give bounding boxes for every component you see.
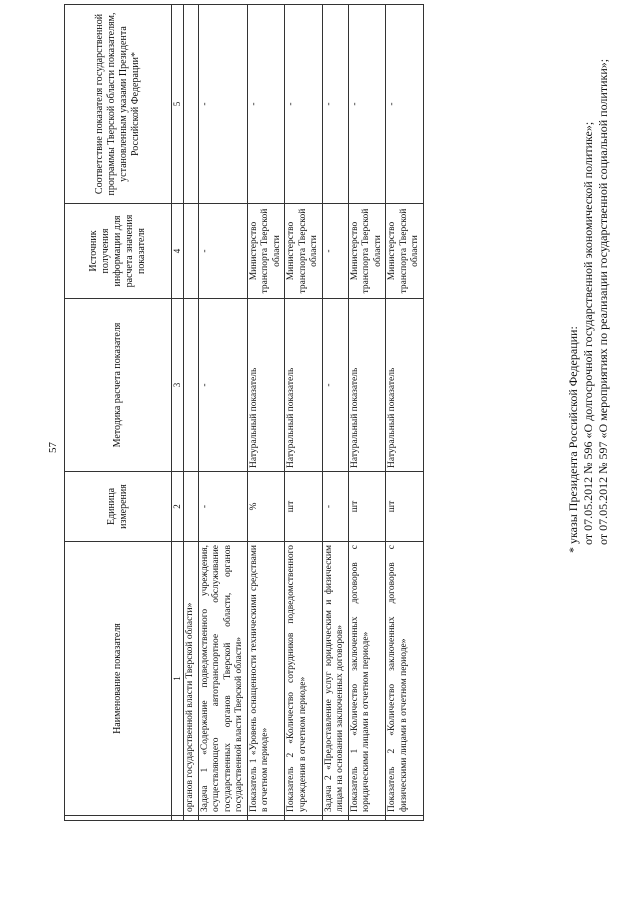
indicators-table xyxy=(64,4,424,821)
row-spacer xyxy=(348,816,386,821)
row-source xyxy=(184,204,199,299)
header-compliance: Соответствие показателя государственной программы Тверской области показателям, установленным указами Президента Российской Федерации* xyxy=(65,5,172,204)
row-name: Показатель 1 «Уровень оснащенности техническими средствами в отчетном периоде» xyxy=(247,542,285,816)
page-number: 57 xyxy=(47,442,59,453)
row-spacer xyxy=(198,816,247,821)
table-row xyxy=(322,5,348,821)
row-unit: % xyxy=(247,472,285,542)
row-method: - xyxy=(198,299,247,472)
row-source: Министерство транспорта Тверской области xyxy=(285,204,323,299)
header-source: Источник получения информации для расчета значения показателя xyxy=(65,204,172,299)
row-compliance xyxy=(184,5,199,204)
col-number-spacer xyxy=(172,816,184,821)
col-number: 3 xyxy=(172,299,184,472)
header-unit: Единица измерения xyxy=(65,472,172,542)
footnote-decree-596: от 07.05.2012 № 596 «О долгосрочной государственной экономической политике»; xyxy=(581,121,595,545)
header-spacer xyxy=(65,816,172,821)
row-compliance: - xyxy=(247,5,285,204)
row-spacer xyxy=(285,816,323,821)
row-unit xyxy=(184,472,199,542)
header-name: Наименование показателя xyxy=(65,542,172,816)
row-source: Министерство транспорта Тверской области xyxy=(386,204,424,299)
table-row xyxy=(285,5,323,821)
row-method xyxy=(184,299,199,472)
row-name: Показатель 2 «Количество сотрудников подведомственного учреждения в отчетном периоде» xyxy=(285,542,323,816)
table-row xyxy=(184,5,199,821)
row-name: Задача 1 «Содержание подведомственного учреждения, осуществляющего автотранспортное обслуживание государственных органов Тверской области, органов государственной власти Тверской области» xyxy=(198,542,247,816)
row-compliance: - xyxy=(386,5,424,204)
row-spacer xyxy=(322,816,348,821)
row-unit: шт xyxy=(285,472,323,542)
column-number-row xyxy=(172,5,184,821)
col-number: 1 xyxy=(172,542,184,816)
table-row xyxy=(348,5,386,821)
table-header-row xyxy=(65,5,172,821)
row-source: - xyxy=(322,204,348,299)
row-spacer xyxy=(247,816,285,821)
row-method: Натуральный показатель xyxy=(386,299,424,472)
table-row xyxy=(198,5,247,821)
row-name: органов государственной власти Тверской области» xyxy=(184,542,199,816)
row-compliance: - xyxy=(285,5,323,204)
row-method: Натуральный показатель xyxy=(247,299,285,472)
row-source: Министерство транспорта Тверской области xyxy=(348,204,386,299)
row-name: Задача 2 «Предоставление услуг юридическим и физическим лицам на основании заключенных договоров» xyxy=(322,542,348,816)
footnote xyxy=(566,59,611,553)
row-unit: шт xyxy=(386,472,424,542)
col-number: 2 xyxy=(172,472,184,542)
row-compliance: - xyxy=(348,5,386,204)
row-name: Показатель 1 «Количество заключенных договоров с юридическими лицами в отчетном периоде» xyxy=(348,542,386,816)
row-name: Показатель 2 «Количество заключенных договоров с физическими лицами в отчетном периоде» xyxy=(386,542,424,816)
footnote-decree-597: от 07.05.2012 № 597 «О мероприятиях по реализации государственной социальной политики»; xyxy=(596,58,610,545)
row-spacer xyxy=(184,816,199,821)
row-method: - xyxy=(322,299,348,472)
row-compliance: - xyxy=(322,5,348,204)
row-unit: - xyxy=(322,472,348,542)
header-method: Методика расчета показателя xyxy=(65,299,172,472)
row-source: Министерство транспорта Тверской области xyxy=(247,204,285,299)
table-row xyxy=(247,5,285,821)
col-number: 5 xyxy=(172,5,184,204)
row-spacer xyxy=(386,816,424,821)
row-source: - xyxy=(198,204,247,299)
footnote-title: * указы Президента Российской Федерации: xyxy=(566,326,580,553)
row-unit: шт xyxy=(348,472,386,542)
col-number: 4 xyxy=(172,204,184,299)
row-compliance: - xyxy=(198,5,247,204)
row-method: Натуральный показатель xyxy=(348,299,386,472)
row-unit: - xyxy=(198,472,247,542)
row-method: Натуральный показатель xyxy=(285,299,323,472)
table-row xyxy=(386,5,424,821)
